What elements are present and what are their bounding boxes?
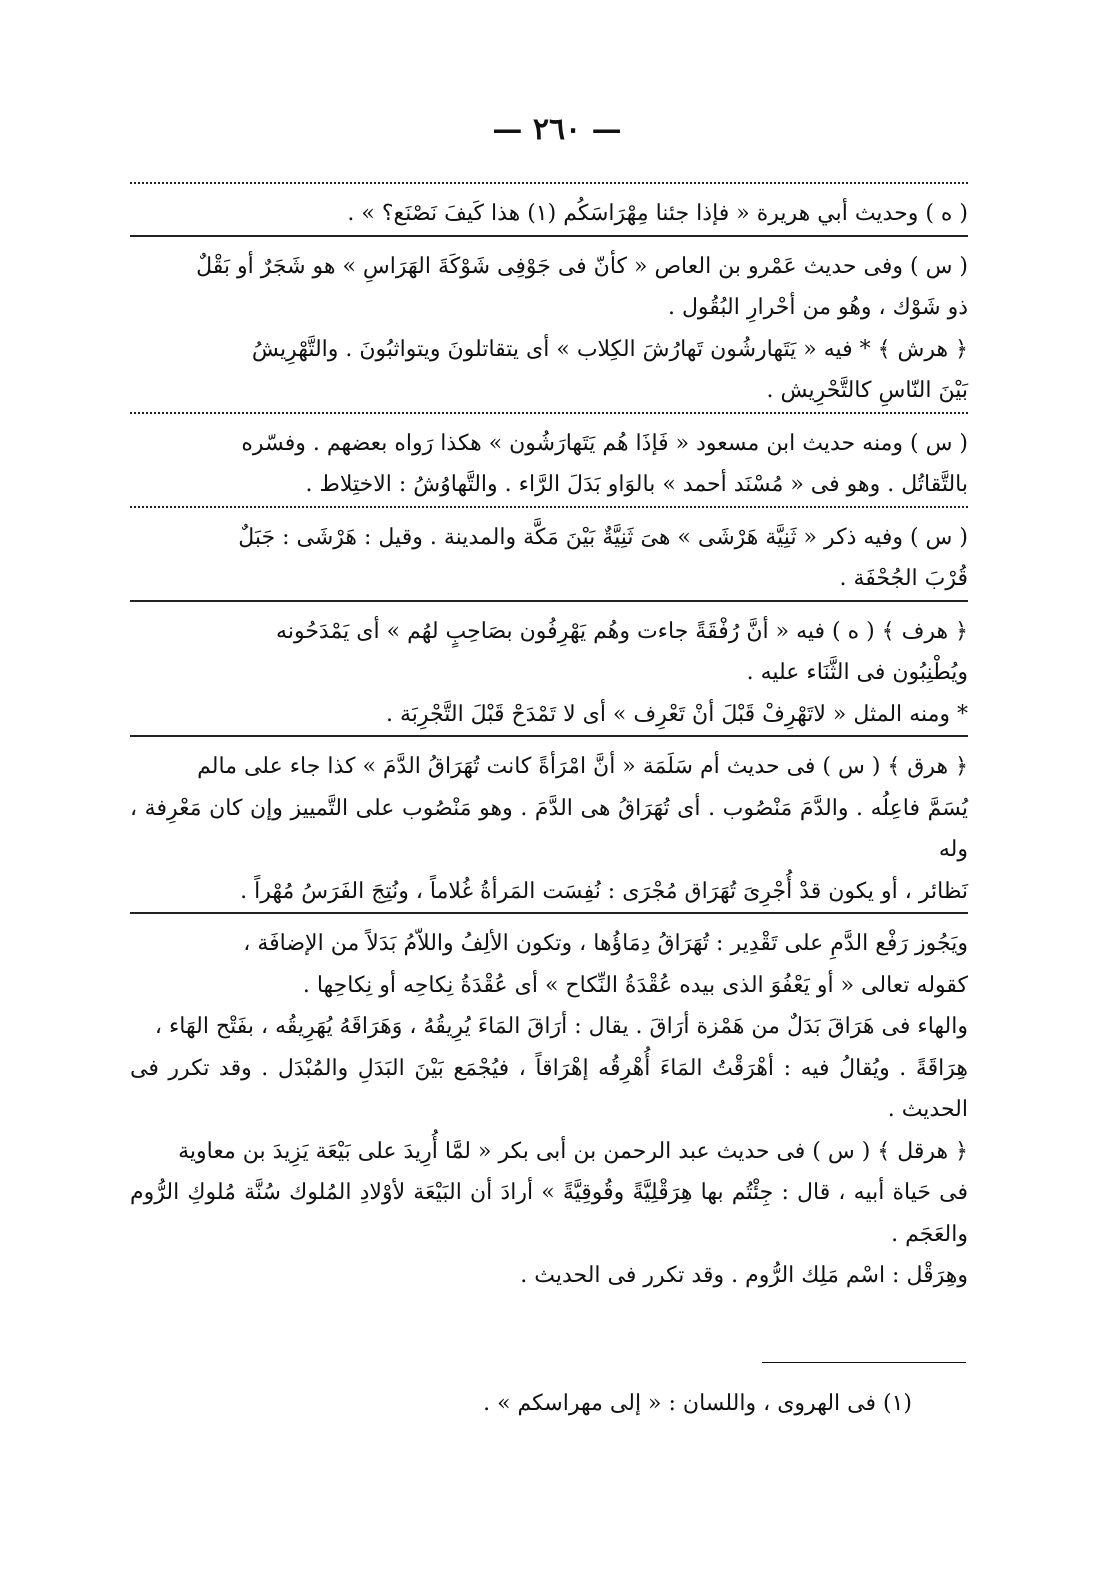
text-line: ﴿ هرقل ﴾ ( س ) فى حديث عبد الرحمن بن أبى بكر « لمَّا أُرِيدَ على بَيْعَة يَزِيدَ بن معاوية: [178, 1138, 968, 1164]
text-line: كقوله تعالى « أو يَعْفُوَ الذى بيده عُقْدَةُ النِّكاح » أى عُقْدَةُ نِكاحِه أو نِكاحِها .: [302, 972, 968, 998]
text-line: هِرَاقَةً . ويُقالُ فيه : أهْرَقْتُ المَاءَ أُهْرِقُه إهْرَاقاً ، فيُجْمَع بَيْنَ البَدَلِ والمُبْدَل . وقد تكرر فى الحديث .: [130, 1055, 968, 1122]
paragraph: [130, 611, 968, 694]
paragraph: [130, 517, 968, 600]
paragraph: [130, 923, 968, 1006]
paragraph: [130, 193, 968, 235]
text-line: يُسَمَّ فاعِلُه . والدَّمَ مَنْصُوب . أى تُهَرَاقُ هى الدَّمَ . وهو مَنْصُوب على التَّمييز وإن كان مَعْرِفة ، وله: [130, 795, 968, 862]
text-line: والهاء فى هَرَاقَ بَدَلٌ من هَمْزة أرَاقَ . يقال : أرَاقَ المَاءَ يُرِيقُهُ ، وَهَرَاقَهُ يُهَرِيقُه ، بفَتْح الهَاء ،: [154, 1014, 968, 1039]
text-line: نَظائر ، أو يكون قدْ أُجْرِىَ تُهَرَاق مُجْرَى : نُفِسَت المَرأةُ غُلاماً ، ونُتِجَ الفَرَسُ مُهْراً .: [240, 878, 968, 904]
paragraph: [130, 1006, 968, 1131]
footnote: [130, 1386, 968, 1422]
text-line: فى حَياة أبيه ، قال : جِئْتُم بها هِرَقْلِيَّةً وقُوقِيَّةً » أرادَ أن البَيْعَة لأوْلادِ المُلوك سُنَّة مُلوكِ الرُّوم والعَجَم .: [130, 1180, 968, 1247]
separator: [130, 735, 968, 743]
text-line: ( س ) ومنه حديث ابن مسعود « فَإذَا هُم يَتَهارَشُون » هكذا رَواه بعضهم . وفسّره: [241, 430, 968, 456]
separator: [130, 235, 968, 243]
separator: [130, 600, 968, 608]
separator: [130, 912, 968, 920]
text-line: ( ه ) وحديث أبي هريرة « فإذا جئنا مِهْرَاسَكُم (١) هذا كَيفَ نَصْنَع؟ » .: [347, 201, 968, 226]
text-line: ويَجُوز رَفْع الدَّمِ على تَقْدِير : تُهَرَاقُ دِمَاؤُها ، وتكون الألِفُ واللاّمُ بَدَلاً من الإضافَة ،: [243, 931, 968, 956]
paragraph: [130, 329, 968, 412]
text-line: ويُطْنِبُون فى الثَّنَاء عليه .: [746, 660, 968, 685]
paragraph: [130, 694, 968, 736]
separator: [130, 412, 968, 420]
separator: [130, 506, 968, 514]
separator: [130, 182, 968, 190]
paragraph: [130, 246, 968, 329]
text-line: قُرْبَ الجُحْفَة .: [839, 566, 968, 591]
body-text: [130, 182, 968, 1297]
text-line: ﴿ هرق ﴾ ( س ) فى حديث أم سَلَمَة « أنَّ امْرَأةً كانت تُهَرَاقُ الدَّمَ » كذا جاء على مالم: [197, 754, 968, 779]
text-line: بالتَّقاتُل . وهو فى « مُسْنَد أحمد » بالوَاو بَدَلَ الرَّاء . والتَّهاوُشُ : الاختِلاط .: [305, 472, 968, 497]
paragraph: [130, 746, 968, 912]
text-line: * ومنه المثل « لاتَهْرِفْ قَبْلَ أنْ تَعْرِف » أى لا تَمْدَحْ قَبْلَ التَّجْرِبَة .: [385, 701, 968, 727]
text-line: ذو شَوْك ، وهُو من أحْرارِ البُقُول .: [667, 295, 968, 320]
paragraph: [130, 423, 968, 506]
footnote-text: (١) فى الهروى ، واللسان : « إلى مهراسكم » .: [483, 1391, 912, 1416]
page-number: — ٢٦٠ —: [492, 112, 622, 147]
text-line: ( س ) وفى حديث عَمْرو بن العاص « كأنّ فى جَوْفِى شَوْكَةَ الهَرَاسِ » هو شَجَرٌ أو بَقْلٌ: [196, 253, 968, 279]
text-line: ﴿ هرش ﴾ * فيه « يَتَهارشُون تَهارُشَ الكِلاب » أى يتقاتلونَ ويتواثبُونَ . والتَّهْرِيشُ: [251, 336, 968, 362]
paragraph: [130, 1131, 968, 1297]
footnote-rule: [762, 1362, 966, 1363]
text-line: ﴿ هرف ﴾ ( ه ) فيه « أنَّ رُفْقَةً جاءت وهُم يَهْرِفُون بصَاحِبٍ لهُم » أى يَمْدَحُونه: [276, 618, 968, 644]
text-line: بَيْنَ النّاسِ كالتَّحْرِيش .: [766, 378, 968, 403]
text-line: وهِرَقْل : اسْم مَلِك الرُّوم . وقد تكرر فى الحديث .: [520, 1263, 968, 1288]
text-line: ( س ) وفيه ذكر « ثَنِيَّة هَرْشَى » هىَ ثَنِيَّةٌ بَيْنَ مَكَّة والمدينة . وقيل : هَرْشَى : جَبَلٌ: [238, 524, 968, 550]
